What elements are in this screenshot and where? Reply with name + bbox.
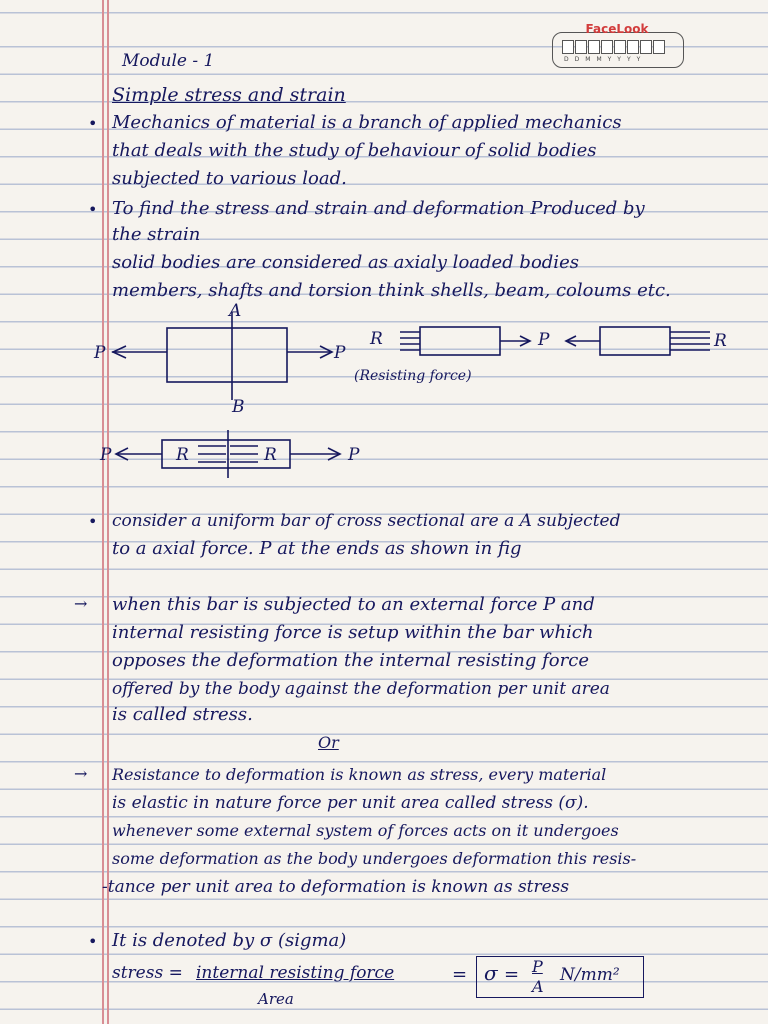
bar-rect [167,328,287,382]
label-P: P [538,330,550,350]
note-line: whenever some external system of forces acts on it undergoes [112,821,619,840]
arrow-marker: → [74,764,88,783]
note-line: is called stress. [112,704,253,725]
label-P-left: P [94,343,106,363]
label-P-lower-right: P [348,445,360,465]
date-label: Y [607,56,613,63]
formula-numerator: internal resisting force [196,963,395,983]
label-P-lower-left: P [100,445,112,465]
formula-equals: = [504,964,520,985]
note-line: internal resisting force is setup within the bar which [112,622,594,643]
note-line: opposes the deformation the internal resisting force [112,650,589,671]
formula-equals: = [452,964,468,985]
note-line: To find the stress and strain and deformation Produced by [112,198,645,219]
topic-heading: Simple stress and strain [112,84,346,106]
note-line: members, shafts and torsion think shells, beam, coloums etc. [112,280,671,301]
formula-denominator: Area [258,990,294,1008]
bullet: • [88,114,98,133]
date-label: M [585,56,592,63]
formula-frac-top: P [532,957,543,976]
formula-frac-bottom: A [532,977,544,996]
formula-lhs: stress = [112,963,183,983]
label-A: A [229,301,242,321]
note-line: when this bar is subjected to an external force P and [112,594,595,615]
date-label: D [574,56,581,63]
note-line: the strain [112,224,201,245]
left-part-rect [420,327,500,355]
arrow-marker: → [74,594,88,613]
label-R-lower: R [176,445,189,465]
note-line: that deals with the study of behaviour of solid bodies [112,140,597,161]
note-line: It is denoted by σ (sigma) [112,930,347,951]
bar-force-diagram [0,0,768,490]
label-R: R [714,331,727,351]
note-line: some deformation as the body undergoes deformation this resis- [112,849,637,868]
label-resisting-force: (Resisting force) [354,368,472,384]
or-separator: Or [318,733,339,752]
bullet: • [88,512,98,531]
date-label: Y [626,56,632,63]
bullet: • [88,932,98,951]
date-label: Y [636,56,642,63]
note-line: Resistance to deformation is known as stress, every material [112,765,607,784]
label-P-right: P [334,343,346,363]
note-line: to a axial force. P at the ends as shown in fig [112,538,522,559]
note-line: -tance per unit area to deformation is known as stress [102,877,570,897]
label-R-lower: R [264,445,277,465]
note-line: consider a uniform bar of cross sectional are a A subjected [112,511,621,531]
label-R: R [370,329,383,349]
date-label: M [596,56,603,63]
note-line: Mechanics of material is a branch of applied mechanics [112,112,622,133]
bullet: • [88,200,98,219]
note-line: solid bodies are considered as axialy loaded bodies [112,252,579,273]
brand-logo: FaceLook [585,22,649,36]
label-B: B [232,397,245,417]
right-part-rect [600,327,670,355]
note-line: is elastic in nature force per unit area called stress (σ). [112,793,589,813]
note-line: subjected to various load. [112,168,347,189]
formula-unit: N/mm² [560,965,620,985]
note-line: offered by the body against the deformation per unit area [112,679,610,699]
module-heading: Module - 1 [122,51,215,71]
formula-sigma: σ [484,961,498,985]
date-label: Y [617,56,622,63]
date-label: D [564,56,570,63]
